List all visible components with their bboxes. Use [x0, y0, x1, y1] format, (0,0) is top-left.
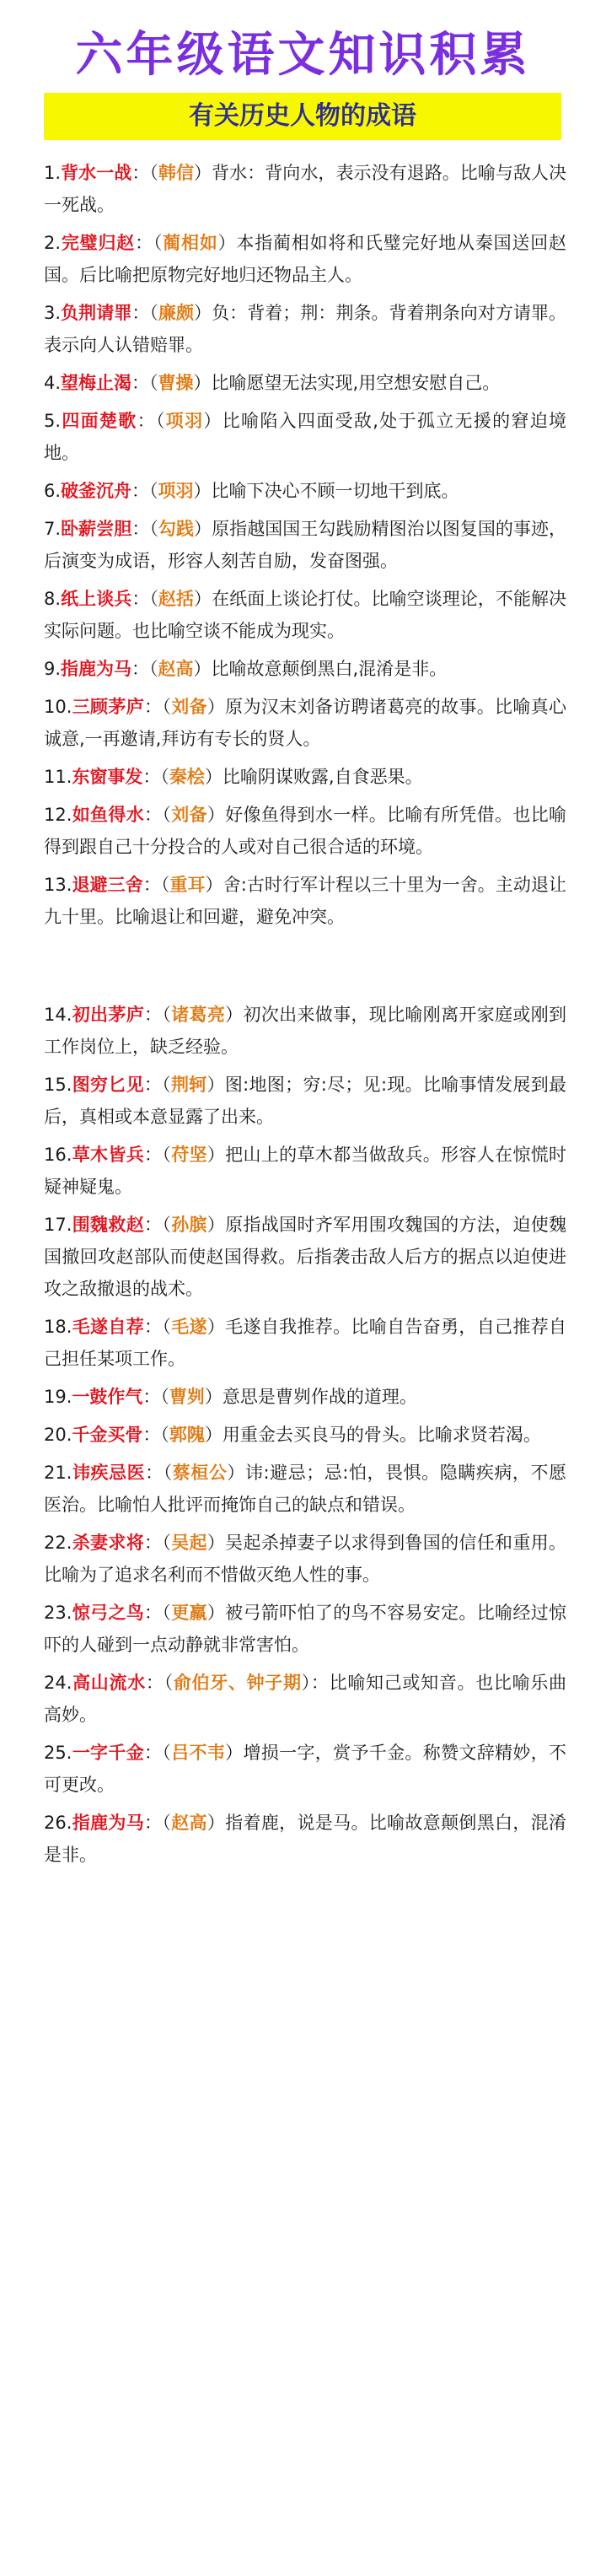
idiom-entry: [44, 297, 566, 361]
historical-figure: 廉颇: [158, 303, 195, 323]
entry-number: 26.: [44, 1813, 72, 1833]
separator: ）: [193, 481, 212, 501]
idiom-entry: [44, 1069, 566, 1133]
separator: ：（: [131, 303, 158, 323]
historical-figure: 曹刿: [169, 1387, 205, 1407]
idiom-term: 如鱼得水: [72, 805, 145, 825]
entry-number: 17.: [44, 1215, 72, 1235]
idiom-term: 毛遂自荐: [72, 1317, 145, 1337]
separator: ）: [225, 1005, 244, 1025]
separator: ）: [194, 589, 212, 609]
separator: ：（: [145, 1673, 174, 1693]
separator: ：（: [142, 1387, 169, 1407]
separator: ）: [194, 519, 212, 539]
entry-number: 15.: [44, 1075, 72, 1095]
historical-figure: 刘备: [171, 697, 207, 717]
separator: ：（: [142, 875, 170, 895]
entry-number: 24.: [44, 1673, 72, 1693]
idiom-definition: 图:地图；穷:尽；见:现。比喻事情发展到最后，真相或本意显露了出来。: [44, 1075, 567, 1127]
idiom-definition: 用重金去买良马的骨头。比喻求贤若渴。: [222, 1425, 541, 1445]
entry-number: 23.: [44, 1603, 72, 1623]
historical-figure: 秦桧: [169, 767, 205, 787]
idiom-definition: 原指越国国王勾践励精图治以图复国的事迹，后演变为成语，形容人刻苦自励，发奋图强。: [44, 519, 567, 571]
idiom-term: 一字千金: [72, 1743, 145, 1763]
idiom-term: 围魏救赵: [72, 1215, 145, 1235]
separator: ）: [206, 1317, 226, 1337]
separator: ）: [206, 1813, 226, 1833]
idiom-definition: 比喻下决心不顾一切地干到底。: [211, 481, 459, 501]
separator: ：（: [144, 1145, 172, 1165]
idiom-entry: [44, 475, 566, 507]
idiom-entry: [44, 1419, 566, 1451]
historical-figure: 项羽: [165, 411, 204, 431]
entry-number: 10.: [44, 697, 72, 717]
historical-figure: 韩信: [158, 163, 195, 183]
subtitle-banner: [44, 93, 561, 140]
idiom-entry: [44, 653, 566, 685]
subtitle-text: 有关历史人物的成语: [189, 101, 416, 131]
idiom-entry: [44, 999, 566, 1063]
idiom-entry: [44, 869, 566, 933]
idiom-entry: [44, 1597, 566, 1661]
historical-figure: 赵高: [158, 659, 194, 679]
idiom-definition: 背水：背向水，表示没有退路。比喻与敌人决一死战。: [44, 163, 567, 215]
historical-figure: 项羽: [158, 481, 194, 501]
idiom-definition: 吴起杀掉妻子以求得到鲁国的信任和重用。比喻为了追求名利而不惜做灭绝人性的事。: [44, 1533, 567, 1585]
entry-number: 18.: [44, 1317, 72, 1337]
entry-number: 5.: [44, 411, 62, 431]
separator: ）: [217, 233, 237, 253]
separator: ）: [206, 1145, 226, 1165]
separator: ：（: [131, 481, 158, 501]
historical-figure: 吕不韦: [171, 1743, 226, 1763]
idiom-term: 背水一战: [61, 163, 132, 183]
idiom-term: 杀妻求将: [72, 1533, 145, 1553]
separator: ）: [301, 1673, 311, 1693]
idiom-term: 指鹿为马: [72, 1813, 145, 1833]
separator: ）: [225, 1743, 244, 1763]
entry-number: 21.: [44, 1463, 72, 1483]
historical-figure: 勾践: [158, 519, 195, 539]
historical-figure: 诸葛亮: [171, 1005, 226, 1025]
idiom-definition: 在纸面上谈论打仗。比喻空谈理论，不能解决实际问题。也比喻空谈不能成为现实。: [44, 589, 567, 641]
idiom-term: 纸上谈兵: [61, 589, 132, 609]
historical-figure: 荆轲: [170, 1075, 207, 1095]
idiom-entry: [44, 1667, 566, 1731]
separator: ）: [204, 1387, 223, 1407]
entry-number: 20.: [44, 1425, 72, 1445]
idiom-entry: [44, 1737, 566, 1801]
separator: ）: [227, 1463, 245, 1483]
idiom-term: 指鹿为马: [61, 659, 132, 679]
idiom-definition: 舍:古时行军计程以三十里为一舍。主动退让九十里。比喻退让和回避，避免冲突。: [44, 875, 567, 927]
idiom-definition: 讳:避忌；忌:怕，畏惧。隐瞒疾病，不愿医治。比喻怕人批评而掩饰自己的缺点和错误。: [44, 1463, 567, 1515]
entry-number: 8.: [44, 589, 62, 609]
entry-number: 6.: [44, 481, 62, 501]
idiom-entry: [44, 1311, 566, 1375]
idiom-definition: 负：背着；荆：荆条。背着荆条向对方请罪。表示向人认错赔罪。: [44, 303, 567, 355]
idiom-definition: 被弓箭吓怕了的鸟不容易安定。比喻经过惊吓的人碰到一点动静就非常害怕。: [44, 1603, 567, 1655]
separator: ：（: [144, 805, 172, 825]
historical-figure: 蔡桓公: [172, 1463, 228, 1483]
idiom-term: 退避三舍: [72, 875, 143, 895]
separator: ）: [206, 1215, 226, 1235]
entry-number: 19.: [44, 1387, 72, 1407]
idiom-term: 卧薪尝胆: [61, 519, 132, 539]
entry-number: 2.: [44, 233, 62, 253]
idiom-entry: [44, 1807, 566, 1871]
idiom-term: 完璧归赵: [61, 233, 136, 253]
separator: ）: [206, 1603, 226, 1623]
separator: ：（: [144, 1603, 172, 1623]
entry-number: 13.: [44, 875, 72, 895]
idiom-term: 破釜沉舟: [61, 481, 132, 501]
historical-figure: 更羸: [171, 1603, 207, 1623]
historical-figure: 曹操: [158, 373, 194, 393]
entry-number: 7.: [44, 519, 62, 539]
idiom-definition: ：比喻知己或知音。也比喻乐曲高妙。: [44, 1673, 567, 1725]
separator: ）: [206, 697, 226, 717]
separator: ：（: [135, 233, 164, 253]
separator: ：（: [144, 1215, 172, 1235]
separator: ）: [204, 767, 223, 787]
idiom-definition: 原为汉末刘备访聘诸葛亮的故事。比喻真心诚意,一再邀请,拜访有专长的贤人。: [44, 697, 567, 749]
idiom-definition: 比喻阴谋败露,自食恶果。: [222, 767, 423, 787]
separator: ）: [206, 1533, 226, 1553]
separator: ：（: [131, 659, 158, 679]
idiom-definition: 指着鹿，说是马。比喻故意颠倒黑白，混淆是非。: [44, 1813, 567, 1865]
entry-number: 25.: [44, 1743, 72, 1763]
separator: ：（: [142, 767, 169, 787]
idiom-term: 一鼓作气: [72, 1387, 143, 1407]
idiom-entry: [44, 513, 566, 577]
idiom-entry: [44, 691, 566, 755]
idiom-entry: [44, 405, 566, 469]
historical-figure: 孙膑: [171, 1215, 207, 1235]
entry-number: 1.: [44, 163, 62, 183]
idiom-term: 初出茅庐: [72, 1005, 145, 1025]
idiom-term: 图穷匕见: [72, 1075, 144, 1095]
idiom-term: 东窗事发: [72, 767, 143, 787]
separator: ：（: [131, 589, 158, 609]
idiom-entry: [44, 157, 566, 221]
separator: ）: [206, 1075, 225, 1095]
idiom-entry: [44, 583, 566, 647]
idiom-term: 千金买骨: [72, 1425, 143, 1445]
separator: ：（: [144, 1317, 172, 1337]
idiom-entry: [44, 799, 566, 863]
idiom-definition: 增损一字，赏予千金。称赞文辞精妙，不可更改。: [44, 1743, 567, 1795]
historical-figure: 俞伯牙、钟子期: [173, 1673, 302, 1693]
idiom-entry: [44, 227, 566, 291]
idiom-term: 草木皆兵: [72, 1145, 145, 1165]
historical-figure: 重耳: [169, 875, 206, 895]
idiom-entry: [44, 1527, 566, 1591]
separator: ）: [203, 411, 223, 431]
idiom-definition: 原指战国时齐军用围攻魏国的方法，迫使魏国撤回攻赵部队而使赵国得救。后指袭击敌人后方的据点以迫使进攻之敌撤退的战术。: [44, 1215, 567, 1299]
idiom-entry: [44, 1139, 566, 1203]
entry-number: 22.: [44, 1533, 72, 1553]
separator: ：（: [144, 1743, 172, 1763]
separator: ：（: [131, 373, 158, 393]
idiom-entry: [44, 367, 566, 399]
separator: ：（: [145, 1463, 173, 1483]
historical-figure: 吴起: [171, 1533, 207, 1553]
idiom-definition: 把山上的草木都当做敌兵。形容人在惊慌时疑神疑鬼。: [44, 1145, 567, 1197]
separator: ）: [205, 875, 223, 895]
idiom-term: 负荆请罪: [61, 303, 132, 323]
separator: ）: [193, 659, 212, 679]
separator: ）: [194, 303, 212, 323]
idiom-term: 惊弓之鸟: [72, 1603, 145, 1623]
idiom-definition: 初次出来做事，现比喻刚离开家庭或刚到工作岗位上，缺乏经验。: [44, 1005, 567, 1057]
historical-figure: 赵高: [171, 1813, 207, 1833]
historical-figure: 蔺相如: [163, 233, 218, 253]
separator: ：（: [137, 411, 166, 431]
idiom-definition: 好像鱼得到水一样。比喻有所凭借。也比喻得到跟自己十分投合的人或对自己很合适的环境。: [44, 805, 567, 857]
idiom-entry: [44, 1209, 566, 1305]
idiom-definition: 比喻故意颠倒黑白,混淆是非。: [211, 659, 448, 679]
idiom-entry: [44, 1381, 566, 1413]
idiom-term: 三顾茅庐: [72, 697, 145, 717]
idiom-definition: 本指蔺相如将和氏璧完好地从秦国送回赵国。后比喻把原物完好地归还物品主人。: [44, 233, 567, 285]
separator: ：（: [131, 163, 158, 183]
idiom-term: 四面楚歌: [61, 411, 137, 431]
historical-figure: 苻坚: [171, 1145, 207, 1165]
idiom-definition: 比喻陷入四面受敌,处于孤立无援的窘迫境地。: [44, 411, 567, 463]
separator: ：（: [144, 1533, 172, 1553]
entry-number: 11.: [44, 767, 72, 787]
historical-figure: 郭隗: [169, 1425, 205, 1445]
idiom-term: 高山流水: [72, 1673, 146, 1693]
idiom-term: 讳疾忌医: [72, 1463, 146, 1483]
idiom-entry: [44, 761, 566, 793]
separator: ：（: [144, 1813, 172, 1833]
idiom-definition: 比喻愿望无法实现,用空想安慰自己。: [211, 373, 501, 393]
historical-figure: 赵括: [158, 589, 195, 609]
separator: ）: [206, 805, 226, 825]
idiom-list: [44, 157, 566, 1937]
page-title: 六年级语文知识积累: [75, 28, 531, 83]
historical-figure: 刘备: [171, 805, 207, 825]
entry-number: 9.: [44, 659, 62, 679]
entry-number: 14.: [44, 1005, 72, 1025]
separator: ）: [194, 163, 212, 183]
separator: ）: [204, 1425, 223, 1445]
idiom-definition: 意思是曹刿作战的道理。: [222, 1387, 417, 1407]
entry-number: 12.: [44, 805, 72, 825]
separator: ：（: [143, 1075, 171, 1095]
entry-number: 16.: [44, 1145, 72, 1165]
historical-figure: 毛遂: [171, 1317, 207, 1337]
idiom-definition: 毛遂自我推荐。比喻自告奋勇，自己推荐自己担任某项工作。: [44, 1317, 567, 1369]
entry-number: 4.: [44, 373, 62, 393]
separator: ：（: [142, 1425, 169, 1445]
separator: ：（: [131, 519, 158, 539]
entry-number: 3.: [44, 303, 62, 323]
separator: ）: [193, 373, 212, 393]
separator: ：（: [144, 1005, 172, 1025]
idiom-entry: [44, 1457, 566, 1521]
separator: ：（: [144, 697, 172, 717]
idiom-term: 望梅止渴: [61, 373, 132, 393]
